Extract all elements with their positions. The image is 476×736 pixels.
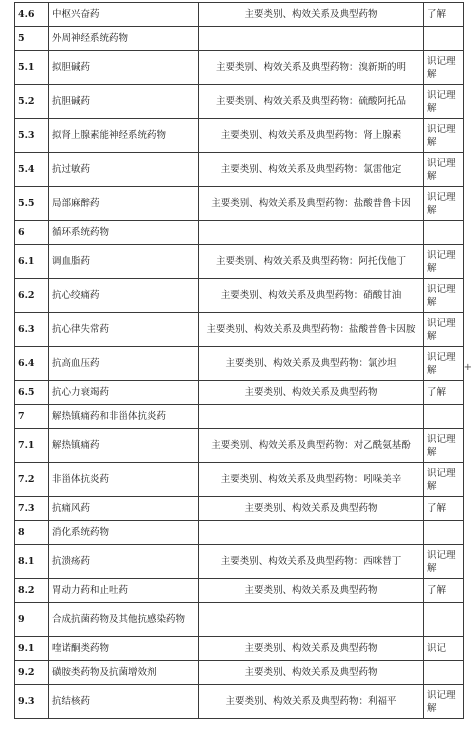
row-topic: 胃动力药和止吐药 (49, 579, 199, 603)
row-level: 识记理解 (424, 245, 464, 279)
row-requirement: 主要类别、构效关系及典型药物：利福平 (199, 685, 424, 719)
row-topic: 消化系统药物 (49, 521, 199, 545)
row-requirement: 主要类别、构效关系及典型药物 (199, 637, 424, 661)
table-row (15, 637, 464, 661)
row-number: 4.6 (15, 3, 49, 27)
row-level: 识记理解 (424, 545, 464, 579)
table-row (15, 685, 464, 719)
row-topic: 中枢兴奋药 (49, 3, 199, 27)
table-row (15, 347, 464, 381)
row-number: 6.2 (15, 279, 49, 313)
row-level (424, 521, 464, 545)
row-requirement: 主要类别、构效关系及典型药物 (199, 381, 424, 405)
table-row (15, 153, 464, 187)
row-number: 8.2 (15, 579, 49, 603)
row-requirement: 主要类别、构效关系及典型药物：硫酸阿托品 (199, 85, 424, 119)
table-row (15, 279, 464, 313)
row-level: 了解 (424, 381, 464, 405)
row-topic: 抗溃疡药 (49, 545, 199, 579)
table-row (15, 603, 464, 637)
row-requirement: 主要类别、构效关系及典型药物：对乙酰氨基酚 (199, 429, 424, 463)
row-number: 7.2 (15, 463, 49, 497)
table-row (15, 245, 464, 279)
row-level: 识记理解 (424, 187, 464, 221)
row-level (424, 661, 464, 685)
table-row (15, 85, 464, 119)
row-number: 6.5 (15, 381, 49, 405)
table-row (15, 405, 464, 429)
row-topic: 抗心力衰竭药 (49, 381, 199, 405)
row-number: 9.3 (15, 685, 49, 719)
row-level (424, 603, 464, 637)
row-level: 识记理解 (424, 685, 464, 719)
row-number: 8.1 (15, 545, 49, 579)
row-requirement (199, 221, 424, 245)
row-topic: 解热镇痛药和非甾体抗炎药 (49, 405, 199, 429)
row-topic: 拟肾上腺素能神经系统药物 (49, 119, 199, 153)
side-marker: + (463, 362, 472, 373)
row-number: 8 (15, 521, 49, 545)
row-requirement: 主要类别、构效关系及典型药物：氯雷他定 (199, 153, 424, 187)
syllabus-table (14, 2, 464, 719)
row-number: 6 (15, 221, 49, 245)
row-requirement: 主要类别、构效关系及典型药物：阿托伐他丁 (199, 245, 424, 279)
row-topic: 抗心律失常药 (49, 313, 199, 347)
row-topic: 局部麻醉药 (49, 187, 199, 221)
row-level (424, 221, 464, 245)
table-row (15, 27, 464, 51)
row-topic: 抗高血压药 (49, 347, 199, 381)
row-requirement: 主要类别、构效关系及典型药物：溴新斯的明 (199, 51, 424, 85)
row-topic: 外周神经系统药物 (49, 27, 199, 51)
table-row (15, 313, 464, 347)
row-level: 识记理解 (424, 153, 464, 187)
table-row (15, 661, 464, 685)
table-row (15, 497, 464, 521)
row-topic: 抗心绞痛药 (49, 279, 199, 313)
row-number: 9.1 (15, 637, 49, 661)
row-level: 识记理解 (424, 347, 464, 381)
row-level: 识记理解 (424, 463, 464, 497)
row-requirement (199, 27, 424, 51)
row-topic: 循环系统药物 (49, 221, 199, 245)
row-number: 5.5 (15, 187, 49, 221)
row-level: 识记 (424, 637, 464, 661)
row-number: 5.1 (15, 51, 49, 85)
row-number: 5.4 (15, 153, 49, 187)
row-requirement: 主要类别、构效关系及典型药物：肾上腺素 (199, 119, 424, 153)
row-topic: 拟胆碱药 (49, 51, 199, 85)
row-level: 识记理解 (424, 119, 464, 153)
row-requirement: 主要类别、构效关系及典型药物：西咪替丁 (199, 545, 424, 579)
row-level (424, 27, 464, 51)
row-requirement: 主要类别、构效关系及典型药物：盐酸普鲁卡因 (199, 187, 424, 221)
row-topic: 抗痛风药 (49, 497, 199, 521)
table-row (15, 187, 464, 221)
row-number: 7 (15, 405, 49, 429)
row-topic: 调血脂药 (49, 245, 199, 279)
row-topic: 抗结核药 (49, 685, 199, 719)
row-number: 6.1 (15, 245, 49, 279)
table-row (15, 119, 464, 153)
row-topic: 磺胺类药物及抗菌增效剂 (49, 661, 199, 685)
table-row (15, 3, 464, 27)
syllabus-table-body (15, 3, 464, 719)
row-requirement: 主要类别、构效关系及典型药物 (199, 3, 424, 27)
row-topic: 抗过敏药 (49, 153, 199, 187)
row-number: 5.2 (15, 85, 49, 119)
row-requirement: 主要类别、构效关系及典型药物：盐酸普鲁卡因胺 (199, 313, 424, 347)
table-row (15, 463, 464, 497)
row-level: 了解 (424, 3, 464, 27)
row-requirement: 主要类别、构效关系及典型药物 (199, 579, 424, 603)
row-requirement: 主要类别、构效关系及典型药物 (199, 661, 424, 685)
table-row (15, 221, 464, 245)
row-topic: 非甾体抗炎药 (49, 463, 199, 497)
row-level (424, 405, 464, 429)
row-level: 识记理解 (424, 279, 464, 313)
row-requirement: 主要类别、构效关系及典型药物：硝酸甘油 (199, 279, 424, 313)
row-number: 6.3 (15, 313, 49, 347)
row-level: 识记理解 (424, 313, 464, 347)
row-topic: 抗胆碱药 (49, 85, 199, 119)
row-number: 9 (15, 603, 49, 637)
row-requirement: 主要类别、构效关系及典型药物：氯沙坦 (199, 347, 424, 381)
row-topic: 解热镇痛药 (49, 429, 199, 463)
row-requirement (199, 521, 424, 545)
row-topic: 合成抗菌药物及其他抗感染药物 (49, 603, 199, 637)
row-requirement: 主要类别、构效关系及典型药物：吲哚美辛 (199, 463, 424, 497)
row-number: 9.2 (15, 661, 49, 685)
row-level: 了解 (424, 579, 464, 603)
row-number: 5.3 (15, 119, 49, 153)
row-requirement (199, 603, 424, 637)
table-row (15, 381, 464, 405)
row-topic: 喹诺酮类药物 (49, 637, 199, 661)
row-level: 识记理解 (424, 51, 464, 85)
row-number: 5 (15, 27, 49, 51)
row-number: 6.4 (15, 347, 49, 381)
row-number: 7.1 (15, 429, 49, 463)
table-row (15, 521, 464, 545)
row-level: 了解 (424, 497, 464, 521)
table-row (15, 579, 464, 603)
table-row (15, 545, 464, 579)
row-number: 7.3 (15, 497, 49, 521)
row-requirement (199, 405, 424, 429)
table-row (15, 51, 464, 85)
row-level: 识记理解 (424, 85, 464, 119)
table-row (15, 429, 464, 463)
row-level: 识记理解 (424, 429, 464, 463)
row-requirement: 主要类别、构效关系及典型药物 (199, 497, 424, 521)
